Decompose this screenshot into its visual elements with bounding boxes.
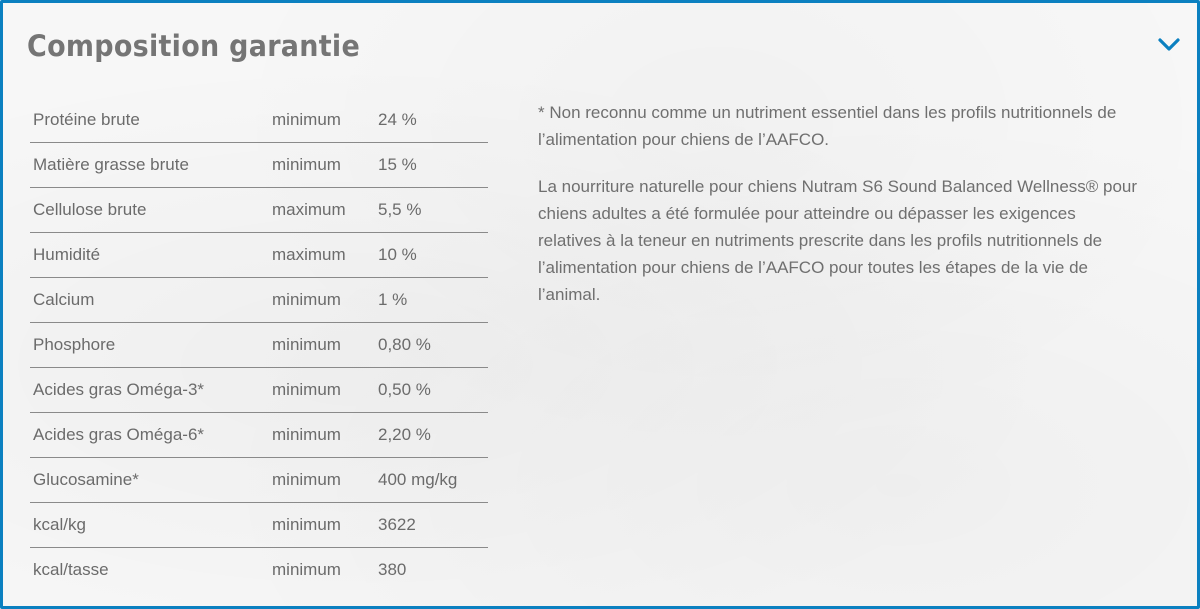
nutrient-name: kcal/kg	[33, 515, 86, 534]
nutrient-value: 10 %	[378, 245, 417, 264]
nutrient-qualifier: maximum	[272, 200, 346, 219]
nutrient-qualifier: minimum	[272, 425, 341, 444]
aafco-statement: La nourriture naturelle pour chiens Nutram S6 Sound Balanced Wellness® pour chiens adultes a été formulée pour atteindre ou dépasser les exigences relatives à la teneur en nutriments prescrite dans les profils nutritionnels de l’alimentation pour chiens de l’AAFCO pour toutes les étapes de la vie de l’animal.	[538, 177, 1138, 304]
nutrient-value: 15 %	[378, 155, 417, 174]
nutrient-name: Acides gras Oméga-3*	[33, 380, 205, 399]
nutrient-value: 3622	[378, 515, 416, 534]
nutrient-qualifier: minimum	[272, 515, 341, 534]
table-row	[30, 503, 488, 548]
nutrient-name: Calcium	[33, 290, 95, 309]
collapse-toggle-button[interactable]	[1155, 31, 1183, 59]
table-row	[30, 143, 488, 188]
table-row	[30, 188, 488, 233]
table-row	[30, 98, 488, 143]
nutrient-name: Protéine brute	[33, 110, 140, 129]
notes-column	[538, 99, 1138, 328]
nutrient-name: kcal/tasse	[33, 560, 109, 579]
nutrient-qualifier: minimum	[272, 470, 341, 489]
nutrient-qualifier: minimum	[272, 155, 341, 174]
nutrient-name: Phosphore	[33, 335, 116, 354]
nutrient-value: 0,50 %	[378, 380, 431, 399]
chevron-down-icon	[1155, 31, 1183, 59]
table-row	[30, 458, 488, 503]
nutrient-value: 5,5 %	[378, 200, 422, 219]
nutrient-value: 0,80 %	[378, 335, 431, 354]
nutrient-qualifier: minimum	[272, 290, 341, 309]
nutrient-name: Humidité	[33, 245, 101, 264]
table-row	[30, 323, 488, 368]
nutrient-value: 2,20 %	[378, 425, 431, 444]
nutrient-name: Glucosamine*	[33, 470, 139, 489]
nutrient-qualifier: maximum	[272, 245, 346, 264]
nutrient-value: 380	[378, 560, 407, 579]
nutrient-qualifier: minimum	[272, 110, 341, 129]
nutrient-value: 400 mg/kg	[378, 470, 458, 489]
nutrient-name: Matière grasse brute	[33, 155, 189, 174]
table-row	[30, 548, 488, 592]
section-title: Composition garantie	[27, 29, 361, 63]
table-row	[30, 368, 488, 413]
nutrient-table	[30, 98, 488, 592]
table-row	[30, 413, 488, 458]
footnote-text: * Non reconnu comme un nutriment essentiel dans les profils nutritionnels de l’alimentation pour chiens de l’AAFCO.	[538, 103, 1117, 149]
nutrient-qualifier: minimum	[272, 380, 341, 399]
nutrient-name: Acides gras Oméga-6*	[33, 425, 205, 444]
table-row	[30, 233, 488, 278]
table-row	[30, 278, 488, 323]
nutrient-value: 24 %	[378, 110, 417, 129]
nutrient-qualifier: minimum	[272, 560, 341, 579]
nutrient-value: 1 %	[378, 290, 408, 309]
nutrient-name: Cellulose brute	[33, 200, 147, 219]
nutrient-qualifier: minimum	[272, 335, 341, 354]
